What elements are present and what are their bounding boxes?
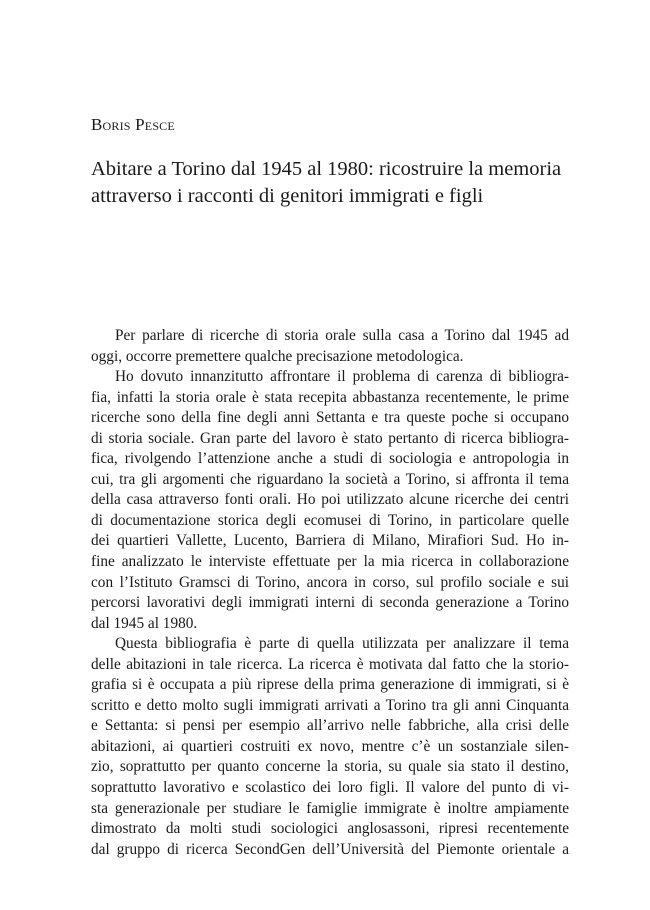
body-line: dal gruppo di ricerca SecondGen dell’Università del Piemonte orientale a <box>91 840 569 858</box>
body-line: oggi, occorre premettere qualche precisazione metodologica. <box>91 347 464 365</box>
body-line: fica, rivolgendo l’attenzione anche a studi di sociologia e antropologia in <box>91 450 569 468</box>
body-line: e Settanta: si pensi per esempio all’arrivo nelle fabbriche, alla crisi delle <box>91 717 569 735</box>
body-line: percorsi lavorativi degli immigrati interni di seconda generazione a Torino <box>91 594 569 612</box>
body-line: Ho dovuto innanzitutto affrontare il problema di carenza di bibliogra- <box>115 368 569 386</box>
body-line: scritto e detto molto sugli immigrati arrivati a Torino tra gli anni Cinquanta <box>91 696 569 714</box>
body-line: dal 1945 al 1980. <box>91 614 198 632</box>
article-body <box>91 326 569 860</box>
body-line: abitazioni, ai quartieri costruiti ex novo, mentre c’è un sostanziale silen- <box>91 737 569 755</box>
body-line: grafia si è occupata a più riprese della prima generazione di immigrati, si è <box>91 676 569 694</box>
body-line: delle abitazioni in tale ricerca. La ricerca è motivata dal fatto che la storio- <box>91 655 569 673</box>
body-line: con l’Istituto Gramsci di Torino, ancora in corso, sul profilo sociale e sui <box>91 573 569 591</box>
body-line: soprattutto lavorativo e scolastico dei loro figli. Il valore del punto di vi- <box>91 779 569 797</box>
body-line: di documentazione storica degli ecomusei di Torino, in particolare quelle <box>91 511 569 529</box>
body-line: dei quartieri Vallette, Lucento, Barriera di Milano, Mirafiori Sud. Ho in- <box>91 532 569 550</box>
body-line: fine analizzato le interviste effettuate per la mia ricerca in collaborazione <box>91 553 569 571</box>
body-line: Per parlare di ricerche di storia orale sulla casa a Torino dal 1945 ad <box>115 327 569 344</box>
body-line: fia, infatti la storia orale è stata recepita abbastanza recentemente, le prime <box>91 388 569 406</box>
body-line: dimostrato da molti studi sociologici anglosassoni, ripresi recentemente <box>91 820 569 838</box>
body-line: della casa attraverso fonti orali. Ho poi utilizzato alcune ricerche dei centri <box>91 491 569 509</box>
article-title <box>91 156 571 210</box>
body-line: sta generazionale per studiare le famiglie immigrate è inoltre ampiamente <box>91 799 569 817</box>
body-line: cui, tra gli argomenti che riguardano la società a Torino, si affronta il tema <box>91 470 569 488</box>
author-name: Boris Pesce <box>91 115 175 134</box>
body-line: di storia sociale. Gran parte del lavoro è stato pertanto di ricerca bibliogra- <box>91 429 569 447</box>
body-line: ricerche sono della fine degli anni Settanta e tra queste poche si occupano <box>91 409 569 427</box>
body-line: Questa bibliografia è parte di quella utilizzata per analizzare il tema <box>115 635 569 653</box>
title-line: Abitare a Torino dal 1945 al 1980: ricostruire la memoria <box>91 158 562 180</box>
body-line: zio, soprattutto per quanto concerne la storia, su quale sia stato il destino, <box>91 758 569 776</box>
title-line: attraverso i racconti di genitori immigrati e figli <box>91 185 484 207</box>
